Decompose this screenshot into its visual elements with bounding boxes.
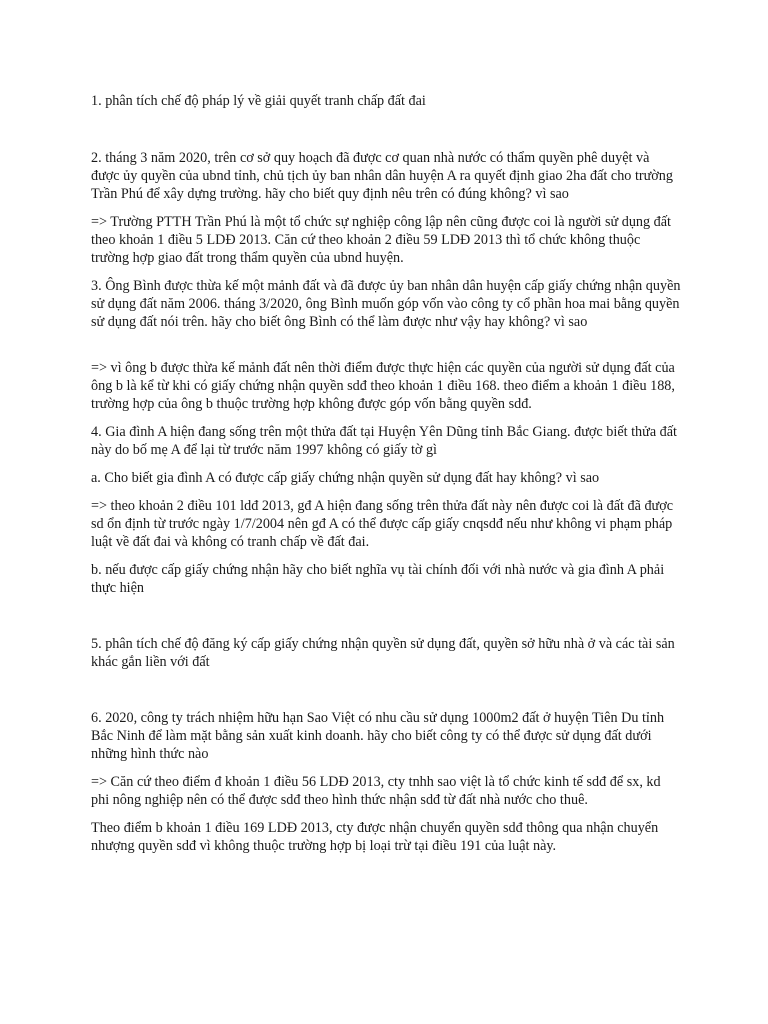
question-4b-text: b. nếu được cấp giấy chứng nhận hãy cho biết nghĩa vụ tài chính đối với nhà nước và gia đình A phải thực hiện — [91, 562, 665, 596]
question-2-text: 2. tháng 3 năm 2020, trên cơ sở quy hoạch đã được cơ quan nhà nước có thẩm quyền phê duyệt và được ủy quyền của ubnd tỉnh, chủ tịch ủy ban nhân dân huyện A ra quyết định giao 2ha đất cho trường Trần Phú để xây dựng trường. hãy cho biết quy định nêu trên có đúng không? vì sao — [91, 150, 673, 202]
question-4a-answer: => theo khoản 2 điều 101 ldđ 2013, gđ A hiện đang sống trên thửa đất này nên được coi là đất đã được sd ổn định từ trước ngày 1/7/2004 nên gđ A có thể được cấp giấy cnqsdđ nếu như không vi phạm pháp luật về đất đai và không có tranh chấp về đất đai. — [91, 498, 674, 550]
question-6-answer-2: Theo điểm b khoản 1 điều 169 LDĐ 2013, cty được nhận chuyển quyền sdđ thông qua nhận chuyển nhượng quyền sdđ vì không thuộc trường hợp bị loại trừ tại điều 191 của luật này. — [91, 820, 659, 854]
question-2-answer: => Trường PTTH Trần Phú là một tổ chức sự nghiệp công lập nên cũng được coi là người sử dụng đất theo khoản 1 điều 5 LDĐ 2013. Căn cứ theo khoản 2 điều 59 LDĐ 2013 thì tổ chức không thuộc trường hợp giao đất trong thẩm quyền của ubnd huyện. — [91, 214, 671, 266]
question-1-title: 1. phân tích chế độ pháp lý về giải quyết tranh chấp đất đai — [91, 93, 426, 109]
question-5-text: 5. phân tích chế độ đăng ký cấp giấy chứng nhận quyền sử dụng đất, quyền sở hữu nhà ở và các tài sản khác gắn liền với đất — [91, 636, 675, 670]
question-3-text: 3. Ông Bình được thừa kế một mảnh đất và đã được ủy ban nhân dân huyện cấp giấy chứng nhận quyền sử dụng đất năm 2006. tháng 3/2020, ông Bình muốn góp vốn vào công ty cổ phần hoa mai bằng quyền sử dụng đất nói trên. hãy cho biết ông Bình có thể làm được như vậy hay không? vì sao — [91, 278, 681, 330]
question-4-text: 4. Gia đình A hiện đang sống trên một thửa đất tại Huyện Yên Dũng tỉnh Bắc Giang. được biết thửa đất này do bố mẹ A để lại từ trước năm 1997 không có giấy tờ gì — [91, 424, 678, 458]
question-6-answer-1: => Căn cứ theo điểm đ khoản 1 điều 56 LDĐ 2013, cty tnhh sao việt là tổ chức kinh tế sdđ để sx, kd phi nông nghiệp nên có thể được sdđ theo hình thức nhận sdđ từ đất nhà nước cho thuê. — [91, 774, 661, 808]
question-4a-text: a. Cho biết gia đình A có được cấp giấy chứng nhận quyền sử dụng đất hay không? vì sao — [91, 470, 600, 486]
question-3-answer: => vì ông b được thừa kế mảnh đất nên thời điểm được thực hiện các quyền của người sử dụng đất của ông b là kể từ khi có giấy chứng nhận quyền sdđ theo khoản 1 điều 168. theo điểm a khoản 1 điều 188, trường hợp của ông b thuộc trường hợp không được góp vốn bằng quyền sdđ. — [91, 360, 675, 412]
question-6-text: 6. 2020, công ty trách nhiệm hữu hạn Sao Việt có nhu cầu sử dụng 1000m2 đất ở huyện Tiên Du tỉnh Bắc Ninh để làm mặt bằng sản xuất kinh doanh. hãy cho biết công ty có thể được sử dụng đất dưới những hình thức nào — [91, 710, 665, 762]
